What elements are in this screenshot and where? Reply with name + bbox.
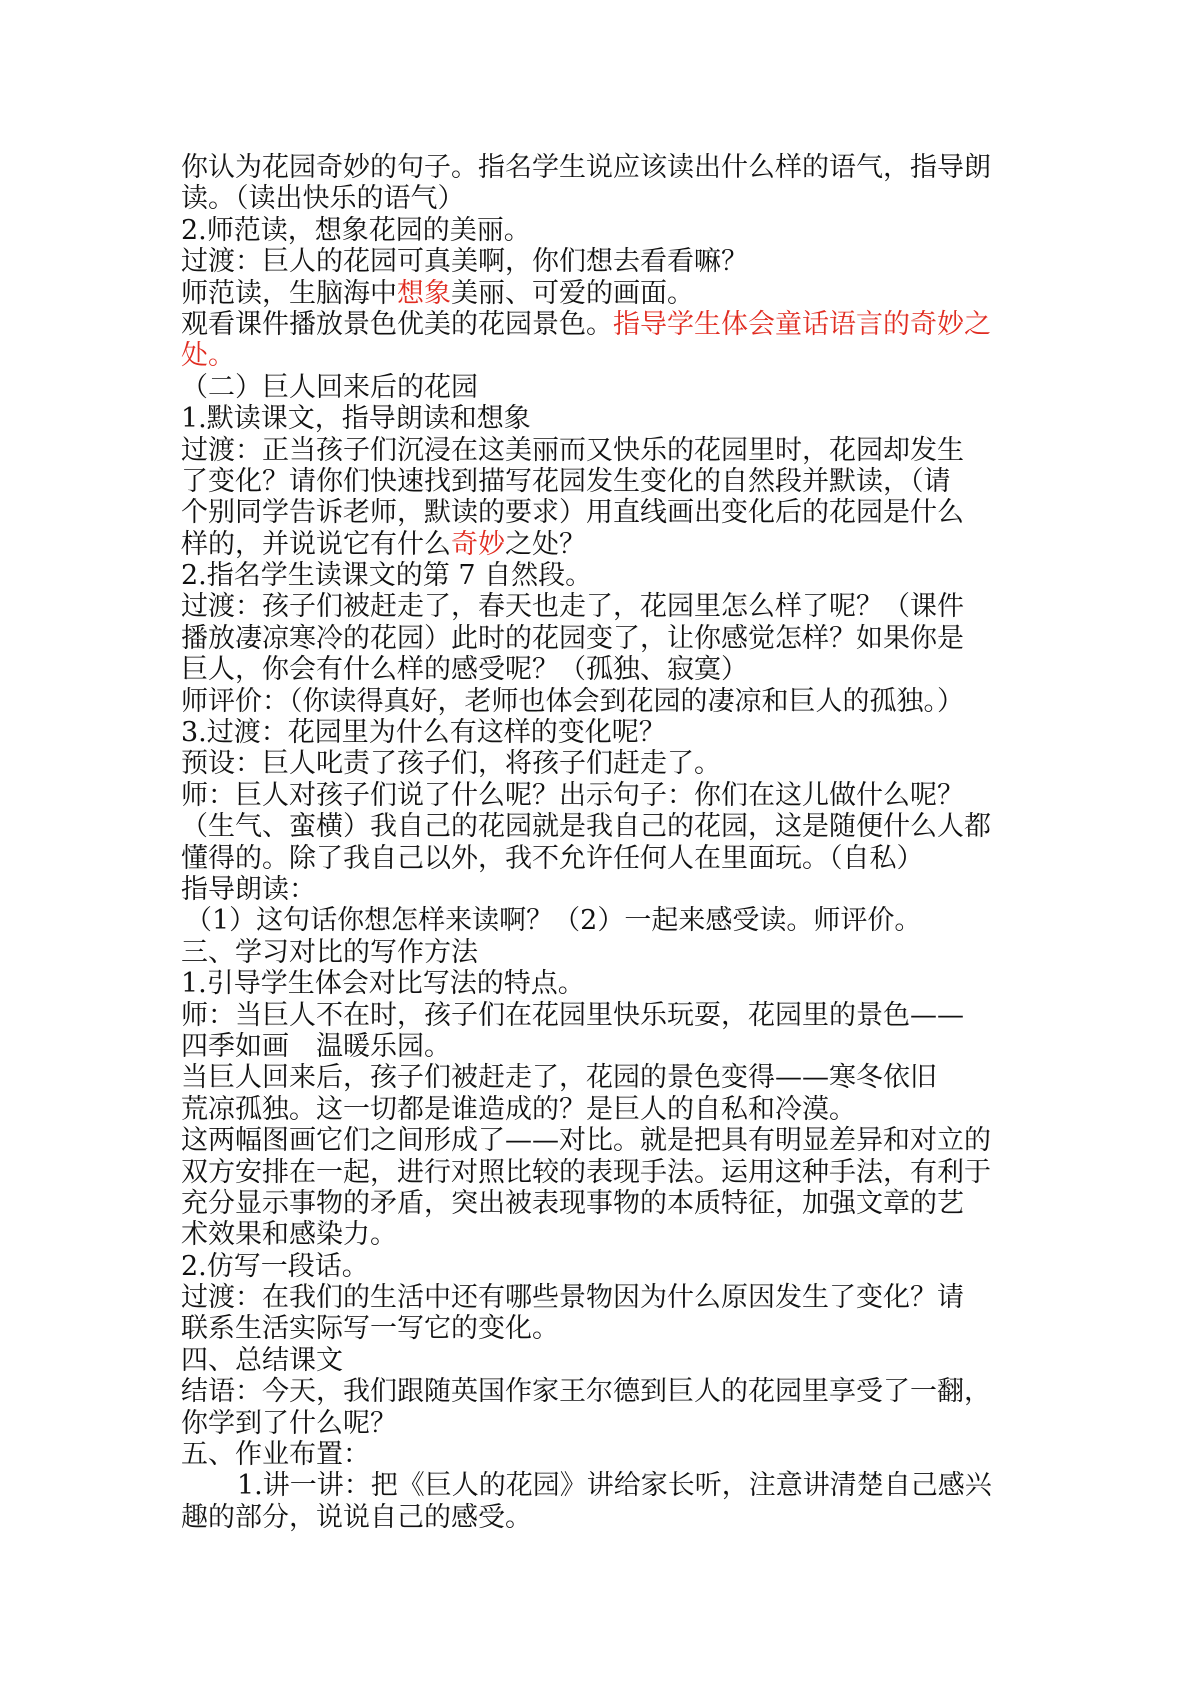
text-line bbox=[181, 152, 1021, 183]
text-segment: 术效果和感染力。 bbox=[181, 1219, 397, 1251]
document-body bbox=[181, 152, 1021, 1533]
text-segment: 了变化？请你们快速找到描写花园发生变化的自然段并默读，（请 bbox=[181, 465, 951, 497]
highlighted-text: 奇妙 bbox=[451, 528, 505, 560]
text-line bbox=[181, 1094, 1021, 1125]
text-line bbox=[181, 843, 1021, 874]
text-line bbox=[181, 497, 1021, 528]
text-line bbox=[181, 466, 1021, 497]
text-segment: 师：当巨人不在时，孩子们在花园里快乐玩耍，花园里的景色—— bbox=[181, 999, 964, 1031]
text-line bbox=[181, 372, 1021, 403]
text-line bbox=[181, 1062, 1021, 1093]
text-line bbox=[181, 686, 1021, 717]
text-segment: 三、学习对比的写作方法 bbox=[181, 936, 478, 968]
text-line bbox=[181, 1408, 1021, 1439]
text-line bbox=[181, 874, 1021, 905]
text-segment: 五、作业布置： bbox=[181, 1439, 370, 1471]
highlighted-text: 处。 bbox=[181, 340, 235, 372]
text-segment: 双方安排在一起，进行对照比较的表现手法。运用这种手法，有利于 bbox=[181, 1156, 991, 1188]
text-line bbox=[181, 1345, 1021, 1376]
text-line bbox=[181, 246, 1021, 277]
text-segment: 联系生活实际写一写它的变化。 bbox=[181, 1313, 559, 1345]
text-segment: 趣的部分，说说自己的感受。 bbox=[181, 1501, 532, 1533]
text-segment: 师范读，生脑海中 bbox=[181, 277, 397, 309]
text-line bbox=[181, 560, 1021, 591]
text-line bbox=[181, 309, 1021, 340]
text-line bbox=[181, 1219, 1021, 1250]
text-line bbox=[181, 1157, 1021, 1188]
text-segment: 充分显示事物的矛盾，突出被表现事物的本质特征，加强文章的艺 bbox=[181, 1187, 964, 1219]
text-line bbox=[181, 905, 1021, 936]
text-line bbox=[181, 1313, 1021, 1344]
text-segment: 你认为花园奇妙的句子。指名学生说应该读出什么样的语气，指导朗 bbox=[181, 152, 991, 183]
text-line bbox=[181, 1376, 1021, 1407]
text-segment: 这两幅图画它们之间形成了——对比。就是把具有明显差异和对立的 bbox=[181, 1125, 991, 1157]
text-segment: 1.讲一讲：把《巨人的花园》讲给家长听，注意讲清楚自己感兴 bbox=[237, 1470, 992, 1502]
text-segment: 过渡：巨人的花园可真美啊，你们想去看看嘛？ bbox=[181, 246, 748, 278]
text-segment: 3.过渡：花园里为什么有这样的变化呢？ bbox=[181, 717, 666, 749]
text-segment: 读。（读出快乐的语气） bbox=[181, 183, 465, 215]
text-line bbox=[181, 717, 1021, 748]
text-line bbox=[181, 1282, 1021, 1313]
text-line bbox=[181, 1251, 1021, 1282]
text-line bbox=[181, 215, 1021, 246]
text-line bbox=[181, 654, 1021, 685]
text-segment: 你学到了什么呢？ bbox=[181, 1407, 397, 1439]
text-segment: 师：巨人对孩子们说了什么呢？出示句子：你们在这儿做什么呢？ bbox=[181, 779, 964, 811]
text-segment: 样的，并说说它有什么 bbox=[181, 528, 451, 560]
text-segment: （生气、蛮横）我自己的花园就是我自己的花园，这是随便什么人都 bbox=[181, 811, 991, 843]
text-segment: 过渡：孩子们被赶走了，春天也走了，花园里怎么样了呢？（课件 bbox=[181, 591, 964, 623]
text-line bbox=[181, 403, 1021, 434]
text-line bbox=[181, 435, 1021, 466]
text-line bbox=[181, 529, 1021, 560]
text-segment: 四季如画 温暖乐园。 bbox=[181, 1030, 451, 1062]
text-segment: 过渡：在我们的生活中还有哪些景物因为什么原因发生了变化？请 bbox=[181, 1282, 964, 1314]
text-segment: 指导朗读： bbox=[181, 873, 316, 905]
highlighted-text: 想象 bbox=[397, 277, 451, 309]
text-line bbox=[181, 591, 1021, 622]
text-line bbox=[181, 968, 1021, 999]
text-segment: 过渡：正当孩子们沉浸在这美丽而又快乐的花园里时，花园却发生 bbox=[181, 434, 964, 466]
text-line bbox=[181, 1502, 1021, 1533]
text-segment: 之处？ bbox=[505, 528, 586, 560]
text-segment: 1.默读课文，指导朗读和想象 bbox=[181, 403, 531, 435]
text-segment: 当巨人回来后，孩子们被赶走了，花园的景色变得——寒冬依旧 bbox=[181, 1062, 937, 1094]
text-segment: 师评价：（你读得真好，老师也体会到花园的凄凉和巨人的孤独。） bbox=[181, 685, 964, 717]
text-line bbox=[181, 340, 1021, 371]
text-segment: 个别同学告诉老师，默读的要求）用直线画出变化后的花园是什么 bbox=[181, 497, 964, 529]
text-line bbox=[181, 1125, 1021, 1156]
text-segment: 结语：今天，我们跟随英国作家王尔德到巨人的花园里享受了一翻， bbox=[181, 1376, 991, 1408]
text-segment: 巨人，你会有什么样的感受呢？（孤独、寂寞） bbox=[181, 654, 748, 686]
text-segment: 2.仿写一段话。 bbox=[181, 1250, 369, 1282]
text-line bbox=[181, 748, 1021, 779]
text-line bbox=[181, 278, 1021, 309]
text-segment: 1.引导学生体会对比写法的特点。 bbox=[181, 968, 585, 1000]
text-segment: 观看课件播放景色优美的花园景色。 bbox=[181, 308, 613, 340]
text-line bbox=[181, 623, 1021, 654]
text-segment: 2.指名学生读课文的第 7 自然段。 bbox=[181, 560, 593, 592]
text-line bbox=[181, 1000, 1021, 1031]
text-line bbox=[181, 1031, 1021, 1062]
text-line bbox=[181, 183, 1021, 214]
text-segment: 荒凉孤独。这一切都是谁造成的？是巨人的自私和冷漠。 bbox=[181, 1093, 856, 1125]
text-line bbox=[181, 1439, 1021, 1470]
text-line bbox=[181, 1470, 1021, 1501]
text-segment: （1）这句话你想怎样来读啊？（2）一起来感受读。师评价。 bbox=[185, 905, 922, 937]
text-segment: 2.师范读，想象花园的美丽。 bbox=[181, 214, 531, 246]
text-segment: 懂得的。除了我自己以外，我不允许任何人在里面玩。（自私） bbox=[181, 842, 924, 874]
text-segment: 预设：巨人叱责了孩子们，将孩子们赶走了。 bbox=[181, 748, 721, 780]
text-segment: 美丽、可爱的画面。 bbox=[451, 277, 694, 309]
text-segment: 播放凄凉寒冷的花园）此时的花园变了，让你感觉怎样？如果你是 bbox=[181, 622, 964, 654]
text-line bbox=[181, 811, 1021, 842]
text-segment: 四、总结课文 bbox=[181, 1344, 343, 1376]
text-segment: （二）巨人回来后的花园 bbox=[181, 371, 478, 403]
text-line bbox=[181, 1188, 1021, 1219]
highlighted-text: 指导学生体会童话语言的奇妙之 bbox=[613, 308, 991, 340]
text-line bbox=[181, 780, 1021, 811]
text-line bbox=[181, 937, 1021, 968]
